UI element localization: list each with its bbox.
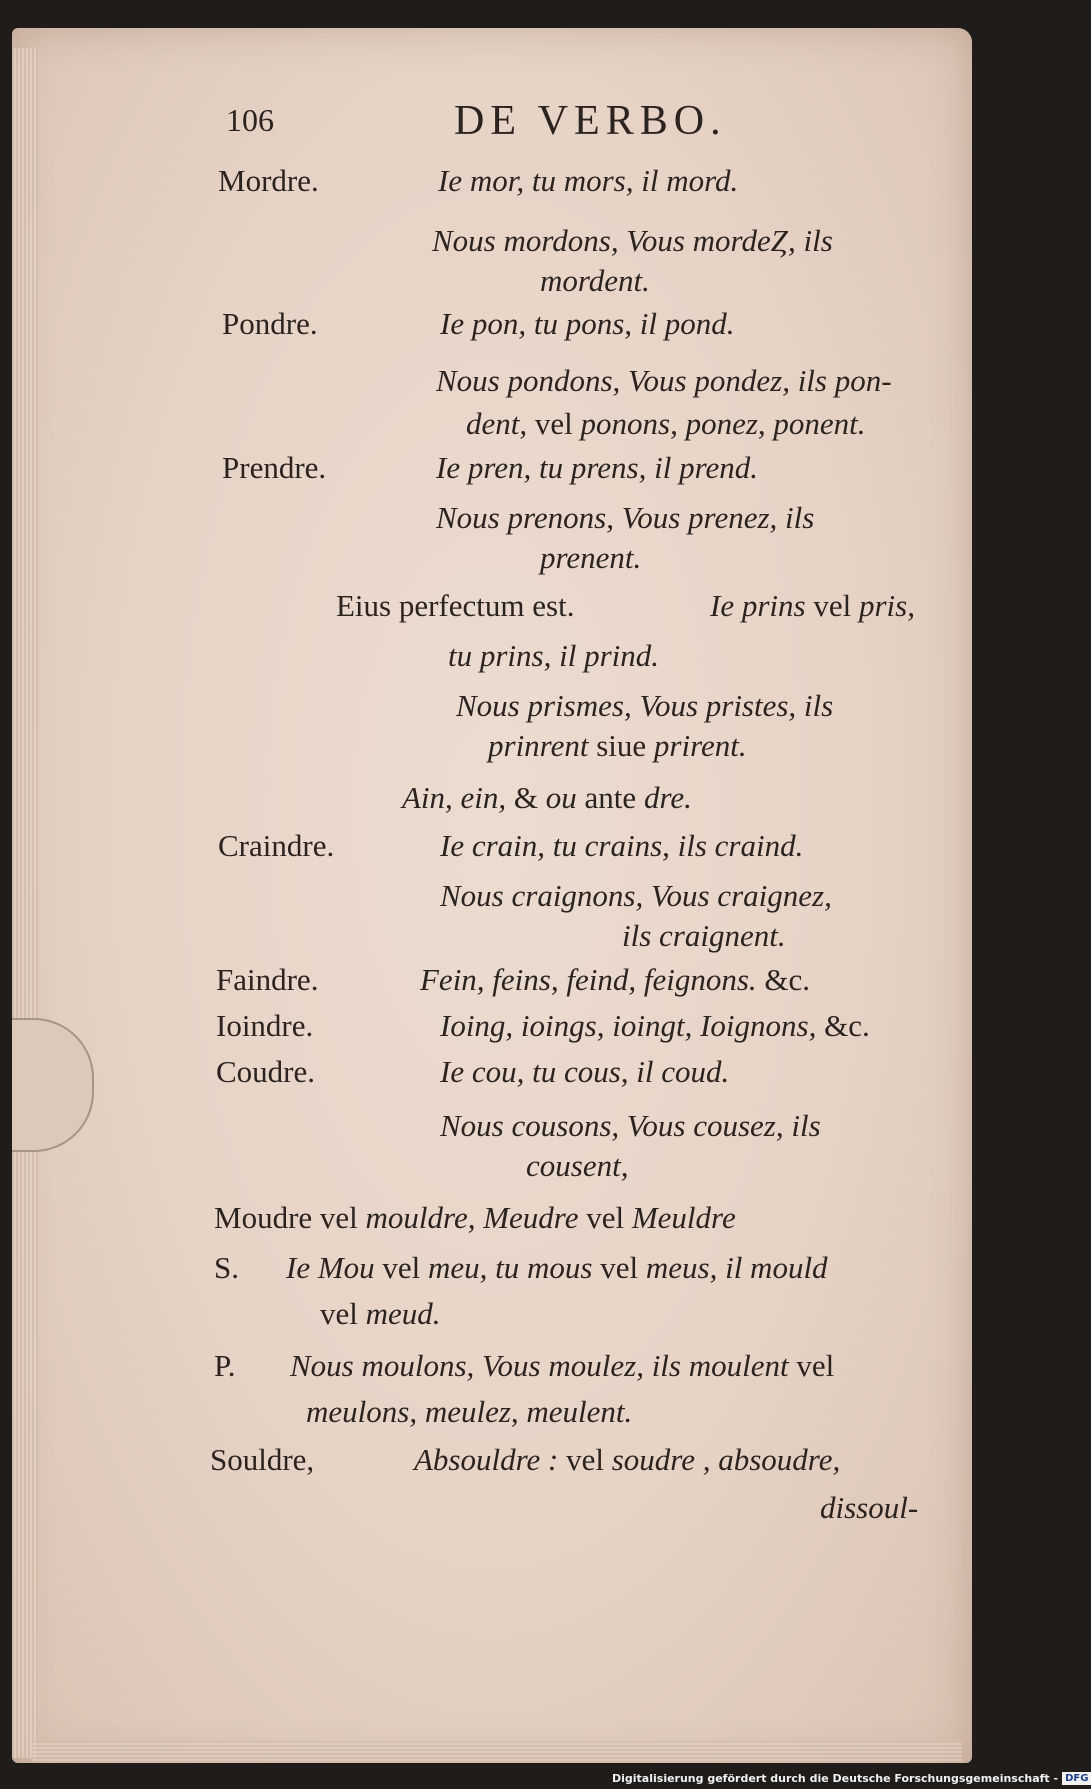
text-line <box>456 690 833 721</box>
text-line <box>466 408 866 439</box>
italic-text: Nous prismes, Vous pristes, ils <box>456 688 834 723</box>
italic-text: dre. <box>643 780 692 815</box>
page-edge-left <box>12 48 38 1758</box>
text-line <box>440 1010 870 1041</box>
roman-text: Pondre. <box>222 306 318 341</box>
text-line <box>216 1010 313 1041</box>
text-line <box>320 1298 441 1329</box>
italic-text: mordent. <box>540 263 650 298</box>
roman-text: vel <box>534 406 581 441</box>
roman-text: &c. <box>756 962 811 997</box>
text-line <box>526 1150 628 1181</box>
text-line <box>436 502 814 533</box>
text-line <box>210 1444 314 1475</box>
text-line <box>540 265 650 296</box>
roman-text: vel <box>805 588 859 623</box>
roman-text: Eius perfectum est. <box>336 588 575 623</box>
text-line <box>540 542 641 573</box>
roman-text: Souldre, <box>210 1442 315 1477</box>
digitization-footer <box>612 1772 1091 1785</box>
italic-text: Ie pren, tu prens, il prend. <box>436 450 759 485</box>
footer-text: Digitalisierung gefördert durch die Deutsche Forschungsgemeinschaft - <box>612 1772 1059 1785</box>
text-line <box>218 165 319 196</box>
text-line <box>286 1252 828 1283</box>
text-line <box>432 225 833 256</box>
text-line <box>218 830 334 861</box>
italic-text: Ie mor, tu mors, il mord. <box>438 163 739 198</box>
roman-text: vel <box>320 1296 366 1331</box>
italic-text: Nous moulons, Vous moulez, ils moulent <box>290 1348 789 1383</box>
italic-text: meu, tu mous <box>428 1250 593 1285</box>
italic-text: Nous pondons, Vous pondez, ils pon- <box>436 363 892 398</box>
italic-text: dissoul- <box>820 1490 919 1525</box>
roman-text: siue <box>588 728 654 763</box>
text-line <box>222 308 318 339</box>
italic-text: Ie prins <box>710 588 806 623</box>
italic-text: soudre , absoudre, <box>611 1442 841 1477</box>
italic-text: Ie Mou <box>286 1250 375 1285</box>
text-line <box>710 590 915 621</box>
italic-text: dent, <box>466 406 535 441</box>
text-line <box>216 1056 315 1087</box>
italic-text: prirent. <box>653 728 747 763</box>
italic-text: Absouldre : <box>414 1442 559 1477</box>
italic-text: ponons, ponez, ponent. <box>580 406 866 441</box>
italic-text: ils craignent. <box>622 918 786 953</box>
italic-text: Nous mordons, Vous mordeȤ, ils <box>432 223 833 258</box>
roman-text: ante <box>576 780 644 815</box>
text-line <box>420 964 810 995</box>
italic-text: Ie crain, tu crains, ils craind. <box>440 828 804 863</box>
text-line <box>440 1110 821 1141</box>
roman-text: Ioindre. <box>216 1008 314 1043</box>
text-line <box>290 1350 834 1381</box>
roman-text: vel <box>558 1442 612 1477</box>
roman-text: Prendre. <box>222 450 327 485</box>
italic-text: Ioing, ioings, ioingt, Ioignons, <box>440 1008 817 1043</box>
page-tab-marker <box>12 1018 94 1152</box>
roman-text: vel <box>592 1250 646 1285</box>
italic-text: meud. <box>365 1296 441 1331</box>
italic-text: meus, il mould <box>645 1250 828 1285</box>
italic-text: Meuldre <box>631 1200 736 1235</box>
roman-text: vel <box>788 1348 835 1383</box>
text-line <box>440 308 735 339</box>
running-header: DE VERBO. <box>454 98 727 144</box>
dfg-logo: DFG <box>1062 1772 1091 1785</box>
text-line <box>222 452 326 483</box>
text-line <box>440 1056 729 1087</box>
text-line <box>622 920 786 951</box>
text-line <box>440 880 832 911</box>
text-line <box>214 1350 236 1381</box>
roman-text: S. <box>214 1250 239 1285</box>
italic-text: Nous craignons, Vous craignez, <box>440 878 832 913</box>
roman-text: Faindre. <box>216 962 319 997</box>
italic-text: prinrent <box>488 728 589 763</box>
text-line <box>438 165 738 196</box>
italic-text: meulons, meulez, meulent. <box>306 1394 633 1429</box>
text-line <box>436 365 892 396</box>
roman-text: vel <box>374 1250 429 1285</box>
roman-text: vel <box>578 1200 632 1235</box>
roman-text: Coudre. <box>216 1054 316 1089</box>
italic-text: ou <box>545 780 577 815</box>
roman-text: & <box>513 780 546 815</box>
text-line <box>440 830 803 861</box>
roman-text: P. <box>214 1348 236 1383</box>
italic-text: mouldre, Meudre <box>365 1200 579 1235</box>
text-line <box>214 1252 239 1283</box>
italic-text: Ain, ein, <box>402 780 514 815</box>
italic-text: Nous cousons, Vous cousez, ils <box>440 1108 821 1143</box>
text-line <box>488 730 747 761</box>
roman-text: Craindre. <box>218 828 335 863</box>
roman-text: &c. <box>816 1008 870 1043</box>
text-line <box>214 1202 736 1233</box>
italic-text: prenent. <box>540 540 642 575</box>
roman-text: Moudre vel <box>214 1200 366 1235</box>
text-line <box>414 1444 840 1475</box>
italic-text: Ie pon, tu pons, il pond. <box>440 306 735 341</box>
italic-text: Nous prenons, Vous prenez, ils <box>436 500 815 535</box>
page-number: 106 <box>226 102 274 138</box>
page-edge-bottom <box>32 1741 962 1763</box>
italic-text: tu prins, il prind. <box>448 638 660 673</box>
italic-text: Fein, feins, feind, feignons. <box>420 962 757 997</box>
italic-text: cousent, <box>526 1148 629 1183</box>
italic-text: Ie cou, tu cous, il coud. <box>440 1054 730 1089</box>
text-line <box>436 452 758 483</box>
text-line <box>336 590 574 621</box>
text-line <box>306 1396 632 1427</box>
text-line <box>402 782 692 813</box>
text-line <box>216 964 318 995</box>
roman-text: Mordre. <box>218 163 319 198</box>
text-line <box>820 1492 918 1523</box>
text-line <box>448 640 659 671</box>
italic-text: pris, <box>858 588 915 623</box>
